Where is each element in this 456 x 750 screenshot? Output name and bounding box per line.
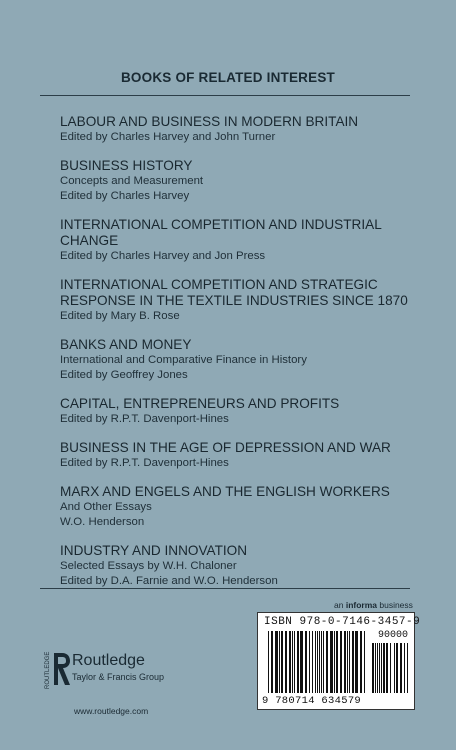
informa-prefix: an [334,600,346,610]
book-detail: International and Comparative Finance in History [60,354,307,366]
book-title: BUSINESS HISTORY [60,158,193,173]
barcode-addon-digits: 90000 [377,630,408,641]
barcode-addon-bar [381,643,382,693]
barcode-addon-bar [386,643,388,693]
book-detail: Concepts and Measurement [60,175,204,187]
publisher-name: Routledge [72,652,145,669]
informa-suffix: business [377,600,413,610]
book-title: INTERNATIONAL COMPETITION AND INDUSTRIAL [60,217,382,232]
barcode-bar [312,631,313,693]
barcode-bar [360,631,362,693]
book-detail: Edited by Charles Harvey and Jon Press [60,250,266,262]
barcode-bar [271,631,273,693]
book-list [60,114,420,602]
book-detail: Edited by Geoffrey Jones [60,369,188,381]
book-entry [60,337,420,383]
book-title: BUSINESS IN THE AGE OF DEPRESSION AND WAR [60,440,391,455]
barcode-addon-bar [379,643,380,693]
barcode-bar [315,631,316,693]
barcode-bar [352,631,354,693]
section-heading: BOOKS OF RELATED INTEREST [120,70,335,85]
routledge-r-icon [52,651,72,687]
barcode-addon-bar [372,643,374,693]
book-entry [60,440,420,471]
book-title: INTERNATIONAL COMPETITION AND STRATEGIC [60,277,378,292]
book-entry [60,484,420,530]
barcode-bar [355,631,358,693]
book-detail: Edited by Mary B. Rose [60,310,180,322]
book-entry [60,114,420,145]
barcode-addon-bar [394,643,395,693]
barcode-bar [340,631,342,693]
barcode-bar [319,631,320,693]
book-detail: Edited by D.A. Farnie and W.O. Henderson [60,575,278,587]
barcode-digits: 9 780714 634579 [262,695,362,707]
barcode-addon-bar [375,643,376,693]
barcode-bar [297,631,299,693]
barcode-bar [275,631,278,693]
barcode-addon-bar [400,643,402,693]
barcode-bar [294,631,295,693]
barcode-bar [281,631,283,693]
barcode-bar [305,631,307,693]
barcode-bar [334,631,335,693]
isbn-barcode [257,612,421,710]
barcode-addon-bar [377,643,378,693]
book-entry [60,158,420,204]
barcode-bar [317,631,318,693]
book-entry [60,277,420,324]
publisher-group: Taylor & Francis Group [72,672,165,682]
book-title: CAPITAL, ENTREPRENEURS AND PROFITS [60,396,340,411]
book-title: LABOUR AND BUSINESS IN MODERN BRITAIN [60,114,359,129]
book-detail: Edited by R.P.T. Davenport-Hines [60,457,229,469]
book-title: BANKS AND MONEY [60,337,192,352]
barcode-addon-bar [390,643,391,693]
bottom-divider [40,588,410,589]
barcode-addon-bar [404,643,405,693]
barcode-bar [321,631,322,693]
barcode-bar [326,631,328,693]
publisher-logo [40,648,240,698]
barcode-bar [279,631,280,693]
barcode-bar [292,631,293,693]
top-divider [40,95,410,96]
book-detail: Edited by Charles Harvey and John Turner [60,131,276,143]
barcode-bar [330,631,333,693]
book-entry [60,396,420,427]
book-title: RESPONSE IN THE TEXTILE INDUSTRIES SINCE 1870 [60,293,408,308]
book-detail: Edited by Charles Harvey [60,190,190,202]
publisher-url: www.routledge.com [74,706,149,716]
isbn-label: ISBN 978-0-7146-3457-9 [264,616,421,628]
barcode-bar [349,631,350,693]
barcode-bar [364,631,365,693]
informa-brand: informa [345,600,377,610]
book-entry [60,543,420,589]
book-detail: W.O. Henderson [60,516,145,528]
barcode-bar [323,631,324,693]
svg-text:ROUTLEDGE: ROUTLEDGE [45,651,51,689]
book-detail: Edited by R.P.T. Davenport-Hines [60,413,229,425]
barcode-bar [347,631,348,693]
book-title: INDUSTRY AND INNOVATION [60,543,248,558]
routledge-side-text [40,648,52,690]
book-title: MARX AND ENGELS AND THE ENGLISH WORKERS [60,484,390,499]
barcode-bar [268,631,269,693]
barcode-addon-bar [396,643,398,693]
book-detail: And Other Essays [60,501,152,513]
informa-tagline [334,600,413,610]
barcode-bar [336,631,338,693]
barcode-bar [285,631,287,693]
barcode-bar [309,631,310,693]
barcode-bar [289,631,291,693]
barcode-addon-bar [407,643,408,693]
barcode-bar [344,631,346,693]
book-detail: Selected Essays by W.H. Chaloner [60,560,237,572]
barcode-bar [300,631,303,693]
barcode-addon-bar [383,643,385,693]
book-title: CHANGE [60,233,119,248]
book-entry [60,217,420,264]
